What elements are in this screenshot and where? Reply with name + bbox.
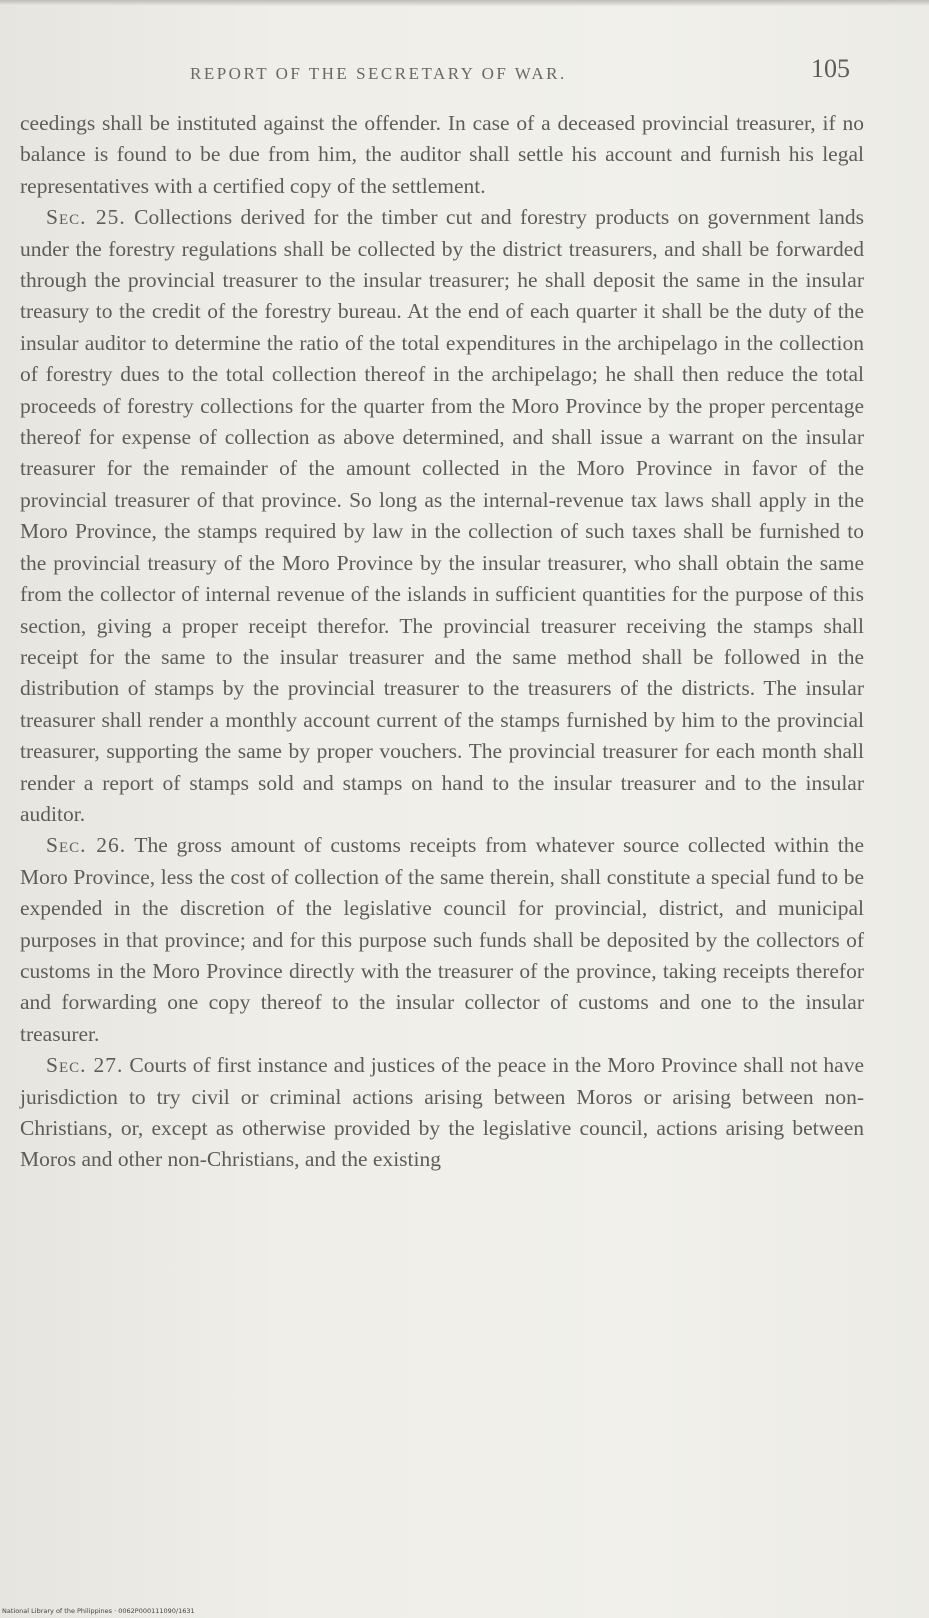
page-number: 105 [811, 54, 850, 83]
running-head: REPORT OF THE SECRETARY OF WAR. [190, 64, 567, 83]
body-text [20, 108, 864, 1176]
paragraph-text: Courts of first instance and justices of the peace in the Moro Province shall not have jurisdiction to try civil or criminal actions arising between Moros or arising between non-Christians, or, except as otherwise provided by the legislative council, actions arising between Moros and other non-Christians, and the existing [20, 1053, 865, 1172]
scan-edge-shadow [0, 0, 929, 6]
section-26-paragraph [20, 830, 864, 1050]
page-header [190, 54, 850, 88]
section-25-paragraph [20, 202, 864, 830]
paragraph-text: The gross amount of customs receipts from whatever source collected within the Moro Province, less the cost of collection of the same therein, shall constitute a special fund to be expended in the discretion of the legislative council for provincial, district, and municipal purposes in that province; and for this purpose such funds shall be deposited by the collectors of customs in the Moro Province directly with the treasurer of the province, taking receipts therefor and forwarding one copy thereof to the insular collector of customs and one to the insular treasurer. [20, 833, 865, 1046]
section-label: Sec. 25. [46, 205, 126, 230]
section-label: Sec. 26. [46, 833, 127, 858]
library-stamp: National Library of the Philippines · 0062P000111090/1631 [2, 1607, 195, 1615]
paragraph-text: Collections derived for the timber cut and forestry products on government lands under the forestry regulations shall be collected by the district treasurers, and shall be forwarded through the provincial treasurer to the insular treasurer; he shall deposit the same in the insular treasury to the credit of the forestry bureau. At the end of each quarter it shall be the duty of the insular auditor to determine the ratio of the total expenditures in the archipelago in the collection of forestry dues to the total collection thereof in the archipelago; he shall then reduce the total proceeds of forestry collections for the quarter from the Moro Province by the proper percentage thereof for expense of collection as above determined, and shall issue a warrant on the insular treasurer for the remainder of the amount collected in the Moro Province in favor of the provincial treasurer of that province. So long as the internal-revenue tax laws shall apply in the Moro Province, the stamps required by law in the collection of such taxes shall be furnished to the provincial treasury of the Moro Province by the insular treasurer, who shall obtain the same from the collector of internal revenue of the islands in sufficient quantities for the purpose of this section, giving a proper receipt therefor. The provincial treasurer receiving the stamps shall receipt for the same to the insular treasurer and the same method shall be followed in the distribution of stamps by the provincial treasurer to the treasurers of the districts. The insular treasurer shall render a monthly account current of the stamps furnished by him to the provincial treasurer, supporting the same by proper vouchers. The provincial treasurer for each month shall render a report of stamps sold and stamps on hand to the insular treasurer and to the insular auditor. [20, 205, 865, 826]
section-label: Sec. 27. [46, 1053, 124, 1078]
section-27-paragraph [20, 1050, 864, 1176]
paragraph-continuation [20, 108, 864, 202]
paragraph-text: ceedings shall be instituted against the offender. In case of a deceased provincial treasurer, if no balance is found to be due from him, the auditor shall settle his account and furnish his legal representatives with a certified copy of the settlement. [20, 111, 864, 198]
